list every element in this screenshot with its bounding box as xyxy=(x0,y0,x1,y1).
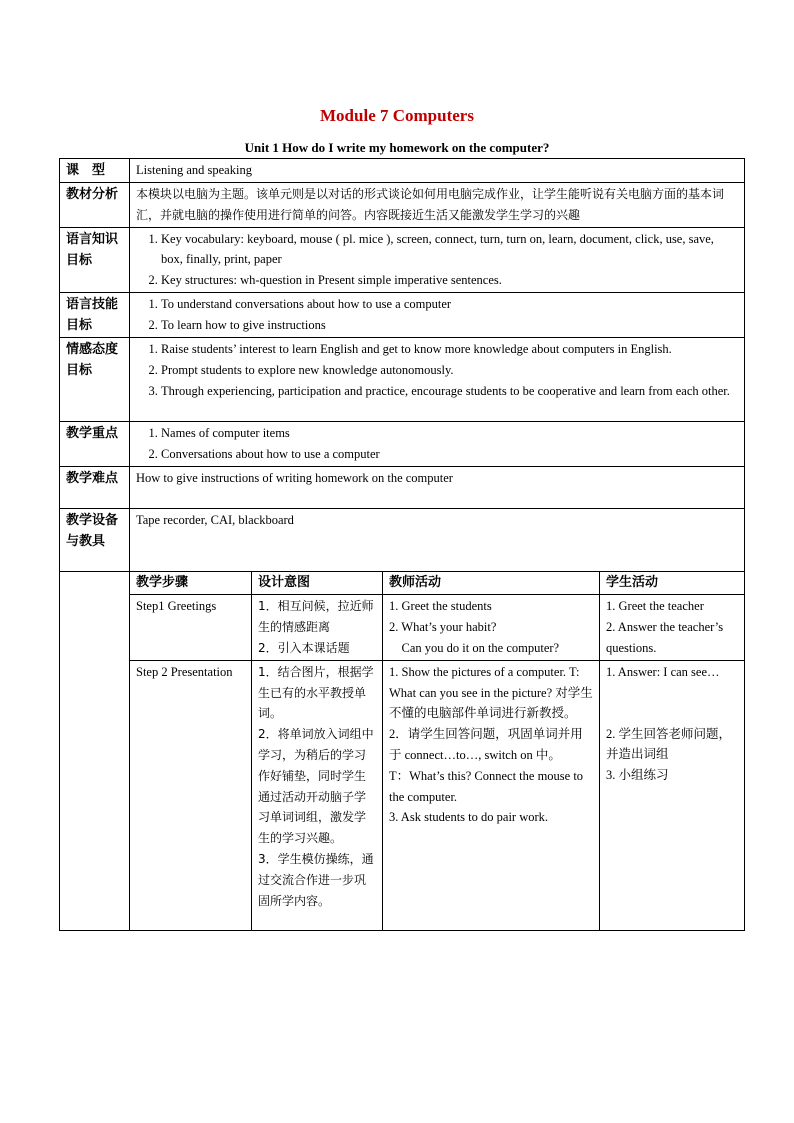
knowledge-item: 1. Key vocabulary: keyboard, mouse ( pl. mice ), screen, connect, turn, turn on, learn, document, click, use, save, box, finally, print, paper xyxy=(161,229,738,271)
step2-teacher xyxy=(383,660,600,930)
label-material: 教材分析 xyxy=(60,183,130,228)
value-difficulty: How to give instructions of writing homework on the computer xyxy=(130,466,745,508)
step1-row xyxy=(60,595,745,660)
header-teacher: 教师活动 xyxy=(383,571,600,595)
value-skill xyxy=(130,292,745,337)
student-line: 1. Greet the teacher xyxy=(606,599,704,614)
lesson-plan-table xyxy=(59,158,745,931)
focus-item: 2. Conversations about how to use a computer xyxy=(161,444,738,465)
row-focus xyxy=(60,421,745,466)
teacher-line: 3. Ask students to do pair work. xyxy=(389,810,549,825)
student-line: 2. 学生回答老师问题，并造出词组 xyxy=(606,726,732,762)
student-line: 2. Answer the teacher’s questions. xyxy=(606,620,724,655)
teacher-line: 1. Greet the students xyxy=(389,599,492,614)
step1-teacher xyxy=(383,595,600,660)
row-emotion xyxy=(60,337,745,421)
step2-student xyxy=(600,660,745,930)
unit-subtitle: Unit 1 How do I write my homework on the computer? xyxy=(244,140,550,155)
step2-name: Step 2 Presentation xyxy=(130,660,252,930)
step2-intent xyxy=(252,660,383,930)
skill-item: 2. To learn how to give instructions xyxy=(161,315,738,336)
intent-line: 1．结合图片，根据学生已有的水平教授单词。 xyxy=(258,664,374,721)
intent-line: 3．学生模仿操练，通过交流合作进一步巩固所学内容。 xyxy=(258,851,374,908)
row-difficulty xyxy=(60,466,745,508)
value-focus xyxy=(130,421,745,466)
teacher-line: T：What’s this? Connect the mouse to the computer. xyxy=(389,768,584,804)
row-equipment xyxy=(60,508,745,571)
skill-item: 1. To understand conversations about how to use a computer xyxy=(161,294,738,315)
teacher-line: 2. What’s your habit? xyxy=(389,620,497,635)
intent-line: 2．引入本课话题 xyxy=(258,640,350,655)
value-knowledge xyxy=(130,227,745,292)
row-knowledge xyxy=(60,227,745,292)
label-type: 课 型 xyxy=(60,159,130,183)
value-type: Listening and speaking xyxy=(130,159,745,183)
teacher-line: 2．请学生回答问题，巩固单词并用于 connect…to…, switch on 中。 xyxy=(389,727,583,762)
steps-header-row xyxy=(60,571,745,595)
student-line: 3. 小组练习 xyxy=(606,768,669,783)
intent-line: 2．将单词放入词组中学习，为稍后的学习作好铺垫，同时学生通过活动开动脑子学习单词词组，激发学生的学习兴趣。 xyxy=(258,727,374,846)
emotion-item: 2. Prompt students to explore new knowledge autonomously. xyxy=(161,360,738,381)
label-knowledge: 语言知识目标 xyxy=(60,227,130,292)
step1-student xyxy=(600,595,745,660)
emotion-item: 3. Through experiencing, participation and practice, encourage students to be cooperative and learn from each other. xyxy=(161,381,738,402)
document-title: Module 7 Computers xyxy=(320,106,474,125)
step2-row xyxy=(60,660,745,930)
knowledge-item: 2. Key structures: wh-question in Present simple imperative sentences. xyxy=(161,270,738,291)
student-line: 1. Answer: I can see… xyxy=(606,664,720,679)
value-equipment: Tape recorder, CAI, blackboard xyxy=(130,508,745,571)
label-emotion: 情感态度目标 xyxy=(60,337,130,421)
step1-intent xyxy=(252,595,383,660)
row-type xyxy=(60,159,745,183)
step1-name: Step1 Greetings xyxy=(130,595,252,660)
teacher-line: Can you do it on the computer? xyxy=(389,640,560,655)
label-focus: 教学重点 xyxy=(60,421,130,466)
teacher-line: 1. Show the pictures of a computer. T: What can you see in the picture? 对学生不懂的电脑部件单词进行新教授。 xyxy=(389,664,593,721)
steps-left-blank xyxy=(60,571,130,930)
header-intent: 设计意图 xyxy=(252,571,383,595)
focus-item: 1. Names of computer items xyxy=(161,423,738,444)
label-skill: 语言技能目标 xyxy=(60,292,130,337)
intent-line: 1．相互问候，拉近师生的情感距离 xyxy=(258,599,374,635)
header-steps: 教学步骤 xyxy=(130,571,252,595)
label-difficulty: 教学难点 xyxy=(60,466,130,508)
header-student: 学生活动 xyxy=(600,571,745,595)
value-emotion xyxy=(130,337,745,421)
label-equipment: 教学设备与教具 xyxy=(60,508,130,571)
row-material xyxy=(60,183,745,228)
value-material: 本模块以电脑为主题。该单元则是以对话的形式谈论如何用电脑完成作业，让学生能听说有关电脑方面的基本词汇，并就电脑的操作使用进行简单的问答。内容既接近生活又能激发学生学习的兴趣 xyxy=(130,183,745,228)
row-skill xyxy=(60,292,745,337)
emotion-item: 1. Raise students’ interest to learn English and get to know more knowledge about computers in English. xyxy=(161,339,738,360)
